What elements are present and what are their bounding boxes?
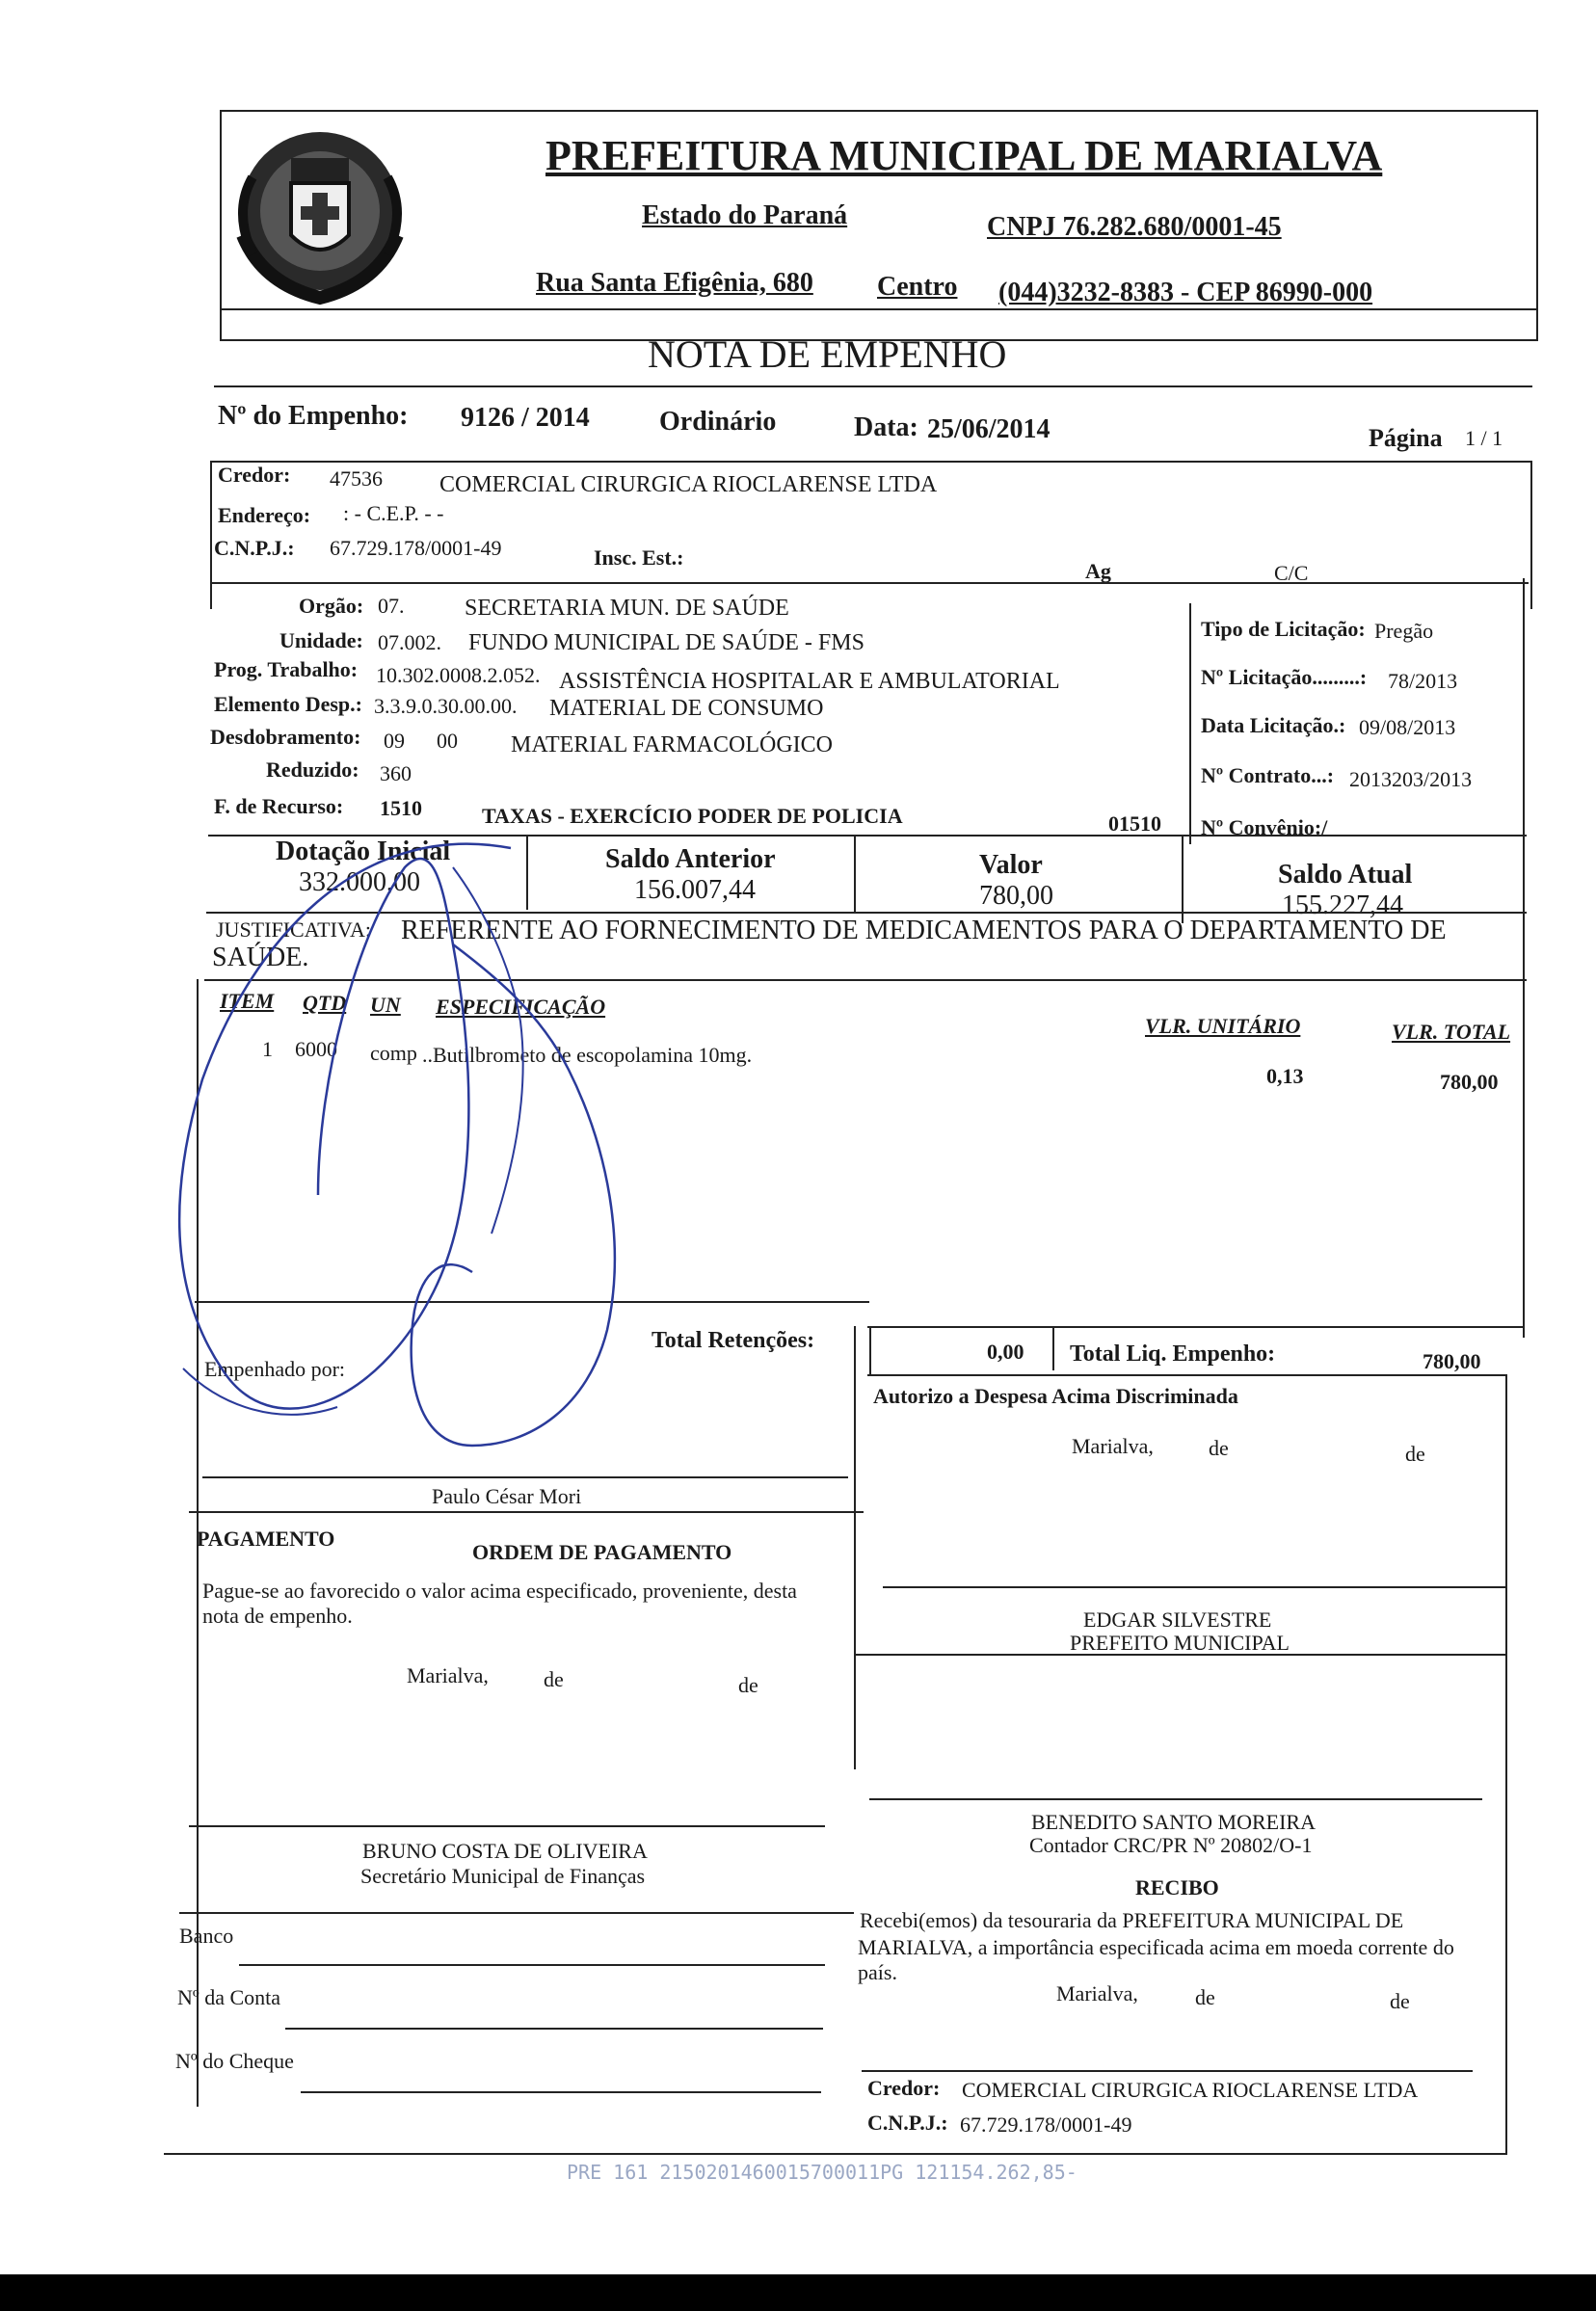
recibo-place: Marialva, [1056,1981,1138,2006]
liq-label: Total Liq. Empenho: [1070,1341,1276,1367]
dotacao-inicial-value: 332.000,00 [299,867,420,897]
elemento-code: 3.3.9.0.30.00.00. [374,694,518,718]
col-vlr-total-header: VLR. TOTAL [1392,1020,1511,1044]
empenho-date-label: Data: [854,412,918,442]
orgao-desc: SECRETARIA MUN. DE SAÚDE [465,596,789,621]
recibo-signature-line [862,2070,1473,2072]
retencoes-value: 0,00 [987,1340,1024,1364]
saldo-anterior-label: Saldo Anterior [605,844,776,874]
autorizo-de2: de [1405,1442,1425,1466]
page-label: Página [1369,424,1443,452]
col-espec-header: ESPECIFICAÇÃO [436,995,606,1019]
recibo-text1: Recebi(emos) da tesouraria da PREFEITURA MUNICIPAL DE [860,1908,1404,1932]
credor-label: Credor: [218,463,291,487]
item-espec: ..Butilbrometo de escopolamina 10mg. [422,1043,753,1067]
secretario-signature-line [189,1825,825,1827]
valor-value: 780,00 [979,881,1053,911]
cheque-label: Nº do Cheque [175,2049,294,2073]
recurso-code: 1510 [380,796,422,820]
empenho-type: Ordinário [659,407,777,437]
item-vlr-total: 780,00 [1440,1070,1499,1094]
pagamento-text1: Pague-se ao favorecido o valor acima especificado, proveniente, desta [202,1579,797,1603]
pagamento-place: Marialva, [407,1663,489,1687]
tipo-licitacao-label: Tipo de Licitação: [1201,617,1366,641]
signature-scribble-icon [164,829,704,1484]
scan-bottom-bar [0,2274,1596,2311]
header-divider [220,308,1536,310]
item-num: 1 [262,1037,273,1061]
liq-value: 780,00 [1423,1349,1481,1373]
empenhado-name: Paulo César Mori [432,1484,582,1508]
contrato-label: Nº Contrato...: [1201,763,1335,787]
ordem-pagamento-label: ORDEM DE PAGAMENTO [472,1540,732,1564]
page-number: 1 / 1 [1465,426,1503,450]
col-un-header: UN [370,993,401,1017]
reduzido-label: Reduzido: [266,757,359,782]
secretario-name: BRUNO COSTA DE OLIVEIRA [362,1839,648,1863]
saldo-atual-value: 155.227,44 [1282,890,1403,920]
orgao-label: Orgão: [299,594,364,618]
item-qtd: 6000 [295,1037,337,1061]
endereco-value: : - C.E.P. - - [343,501,444,525]
retencoes-label: Total Retenções: [652,1328,815,1353]
credor-cnpj-label: C.N.P.J.: [214,536,295,560]
unidade-desc: FUNDO MUNICIPAL DE SAÚDE - FMS [468,630,864,655]
cheque-line [301,2091,821,2093]
prog-trabalho-label: Prog. Trabalho: [214,657,359,681]
banco-line [239,1964,825,1966]
elemento-label: Elemento Desp.: [214,692,362,716]
desdobramento-code: 09 00 [384,729,458,753]
middle-divider [854,1326,856,1769]
contrato-value: 2013203/2013 [1349,767,1473,791]
conta-line [285,2028,823,2030]
pagamento-text2: nota de empenho. [202,1604,353,1628]
doc-title: NOTA DE EMPENHO [648,332,1007,376]
pagamento-de2: de [738,1673,758,1697]
col-vlr-unit-header: VLR. UNITÁRIO [1145,1014,1301,1038]
footer-stamp: PRE 161 2150201460015700011PG 121154.262,85- [567,2161,1077,2184]
unidade-code: 07.002. [378,630,441,654]
autorizo-de1: de [1209,1436,1229,1460]
recibo-cnpj-label: C.N.P.J.: [867,2111,948,2135]
licitacao-data-value: 09/08/2013 [1359,715,1456,739]
header-title: PREFEITURA MUNICIPAL DE MARIALVA [545,132,1383,179]
coat-of-arms-icon [224,120,416,312]
licitacao-divider [1189,603,1191,844]
endereco-label: Endereço: [218,503,311,527]
totals-div-2 [1052,1328,1054,1370]
licitacao-num-label: Nº Licitação.........: [1201,665,1368,689]
ag-label: Ag [1085,559,1111,583]
prefeito-name: EDGAR SILVESTRE [1083,1607,1272,1632]
saldo-atual-label: Saldo Atual [1278,860,1413,890]
recurso-number: 01510 [1108,811,1161,836]
convenio-label: Nº Convênio:/ [1201,815,1328,839]
credor-code: 47536 [330,466,383,491]
header-street: Rua Santa Efigênia, 680 [536,268,813,298]
reduzido-code: 360 [380,761,412,785]
prefeito-role: PREFEITO MUNICIPAL [1070,1631,1290,1655]
title-divider [214,385,1532,387]
recibo-de1: de [1195,1985,1215,2009]
insc-est-label: Insc. Est.: [594,545,684,570]
col-qtd-header: QTD [303,991,347,1015]
recurso-desc: TAXAS - EXERCÍCIO PODER DE POLICIA [482,804,903,828]
empenho-number: 9126 / 2014 [461,403,590,433]
justificativa-line1: REFERENTE AO FORNECIMENTO DE MEDICAMENTOS PARA O DEPARTAMENTO DE [401,916,1447,945]
dotacao-top-divider [210,582,1529,584]
saldos-div-2 [854,837,856,914]
header-phone-cep: (044)3232-8383 - CEP 86990-000 [998,278,1373,307]
right-border-upper [1523,578,1525,1338]
contador-signature-line [869,1798,1482,1800]
right-border-lower [1505,1374,1507,2155]
empenho-date: 25/06/2014 [927,414,1051,444]
banco-label: Banco [179,1924,234,1948]
autorizo-place: Marialva, [1072,1434,1154,1458]
recibo-label: RECIBO [1135,1875,1219,1899]
header-district: Centro [877,272,958,302]
autorizo-signature-line [883,1586,1505,1588]
prefeito-bottom-divider [854,1654,1507,1656]
recibo-cnpj-value: 67.729.178/0001-49 [960,2112,1132,2137]
secretario-role: Secretário Municipal de Finanças [360,1864,646,1888]
justificativa-line2: SAÚDE. [212,943,309,972]
contador-role: Contador CRC/PR Nº 20802/O-1 [1029,1833,1313,1857]
licitacao-data-label: Data Licitação.: [1201,713,1346,737]
item-vlr-unit: 0,13 [1266,1064,1304,1088]
contador-name: BENEDITO SANTO MOREIRA [1031,1810,1316,1834]
totals-bottom-divider [867,1374,1507,1376]
justificativa-label: JUSTIFICATIVA: [216,917,371,942]
credor-cnpj: 67.729.178/0001-49 [330,536,502,560]
desdobramento-desc: MATERIAL FARMACOLÓGICO [511,732,834,757]
banco-top-divider [179,1912,854,1914]
totals-div-1 [869,1326,871,1374]
orgao-code: 07. [378,594,405,618]
saldos-div-3 [1182,837,1184,923]
pagamento-de1: de [544,1667,564,1691]
tipo-licitacao-value: Pregão [1374,619,1434,643]
dotacao-inicial-label: Dotação Inicial [276,837,451,866]
header-state: Estado do Paraná [642,200,848,230]
recibo-credor-value: COMERCIAL CIRURGICA RIOCLARENSE LTDA [962,2078,1419,2102]
col-item-header: ITEM [220,989,275,1013]
cc-label: C/C [1274,561,1309,585]
pagamento-top-divider [189,1511,864,1513]
unidade-label: Unidade: [279,628,363,652]
item-un: comp [370,1041,417,1065]
header-cnpj: CNPJ 76.282.680/0001-45 [987,212,1282,242]
saldo-anterior-value: 156.007,44 [634,875,756,905]
licitacao-num-value: 78/2013 [1388,669,1458,693]
recibo-credor-label: Credor: [867,2076,941,2100]
conta-label: Nº da Conta [177,1985,281,2009]
recibo-text3: país. [858,1960,897,1984]
elemento-desc: MATERIAL DE CONSUMO [549,696,824,721]
recurso-label: F. de Recurso: [214,794,344,818]
recibo-text2: MARIALVA, a importância especificada acima em moeda corrente do [858,1935,1454,1959]
pagamento-label: PAGAMENTO [197,1527,335,1551]
prog-trabalho-code: 10.302.0008.2.052. [376,663,541,687]
bottom-border [164,2153,1507,2155]
credor-name: COMERCIAL CIRURGICA RIOCLARENSE LTDA [439,472,938,497]
recibo-de2: de [1390,1989,1410,2013]
totals-divider-right [867,1326,1525,1328]
empenhado-label: Empenhado por: [204,1357,346,1381]
prog-trabalho-desc: ASSISTÊNCIA HOSPITALAR E AMBULATORIAL [559,669,1060,694]
desdobramento-label: Desdobramento: [210,725,361,749]
autorizo-label: Autorizo a Despesa Acima Discriminada [873,1384,1238,1408]
valor-label: Valor [979,850,1043,880]
empenho-label: Nº do Empenho: [218,401,409,431]
